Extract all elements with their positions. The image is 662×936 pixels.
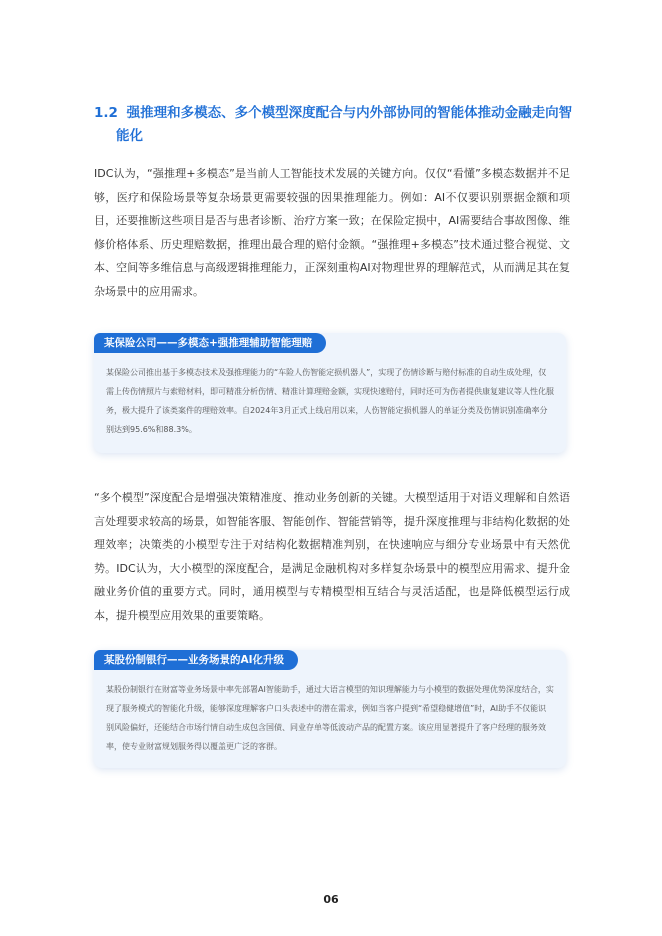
section-title-line1: 强推理和多模态、多个模型深度配合与内外部协同的智能体推动金融走向智 (126, 105, 573, 121)
section-heading (94, 102, 574, 148)
body-paragraph-1: IDC认为，“强推理+多模态”是当前人工智能技术发展的关键方向。仅仅“看懂”多模态数据并不足够，医疗和保险场景等复杂场景更需要较强的因果推理能力。例如：AI不仅要识别票据金额和项目，还要推断这些项目是否与患者诊断、治疗方案一致；在保险定损中，AI需要结合事故图像、维修价格体系、历史理赔数据，推理出最合理的赔付金额。“强推理+多模态”技术通过整合视觉、文本、空间等多维信息与高级逻辑推理能力，正深刻重构AI对物理世界的理解范式，从而满足其在复杂场景中的应用需求。 (94, 167, 570, 298)
case-study-body: 某保险公司推出基于多模态技术及强推理能力的“车险人伤智能定损机器人”，实现了伤情诊断与赔付标准的自动生成处理，仅需上传伤情照片与索赔材料，即可精准分析伤情、精准计算理赔金额，实现快速赔付，同时还可为伤者提供康复建议等人性化服务，极大提升了该类案件的理赔效率。自2024年3月正式上线启用以来，人伤智能定损机器人的单证分类及伤情识别准确率分别达到95.6%和88.3%。 (106, 368, 554, 434)
case-study-body: 某股份制银行在财富等业务场景中率先部署AI智能助手，通过大语言模型的知识理解能力与小模型的数据处理优势深度结合，实现了服务模式的智能化升级，能够深度理解客户口头表述中的潜在需求，例如当客户提到“希望稳健增值”时，AI助手不仅能识别风险偏好，还能结合市场行情自动生成包含国债、同业存单等低波动产品的配置方案。该应用显著提升了客户经理的服务效率，使专业财富规划服务得以覆盖更广泛的客群。 (106, 685, 554, 751)
case-study-tag: 某股份制银行——业务场景的AI化升级 (94, 650, 298, 670)
page-number: 06 (323, 893, 339, 906)
case-study-box-insurance (94, 333, 566, 453)
body-paragraph-2: “多个模型”深度配合是增强决策精准度、推动业务创新的关键。大模型适用于对语义理解和自然语言处理要求较高的场景，如智能客服、智能创作、智能营销等，提升深度推理与非结构化数据的处理效率；决策类的小模型专注于对结构化数据精准判别，在快速响应与细分专业场景中有天然优势。IDC认为，大小模型的深度配合，是满足金融机构对多样复杂场景中的模型应用需求、提升金融业务价值的重要方式。同时，通用模型与专精模型相互结合与灵活适配，也是降低模型运行成本，提升模型应用效果的重要策略。 (94, 491, 570, 622)
case-study-tag: 某保险公司——多模态+强推理辅助智能理赔 (94, 333, 326, 353)
case-study-box-bank (94, 650, 566, 768)
section-title-line2: 能化 (116, 128, 143, 144)
section-number: 1.2 (94, 105, 118, 121)
